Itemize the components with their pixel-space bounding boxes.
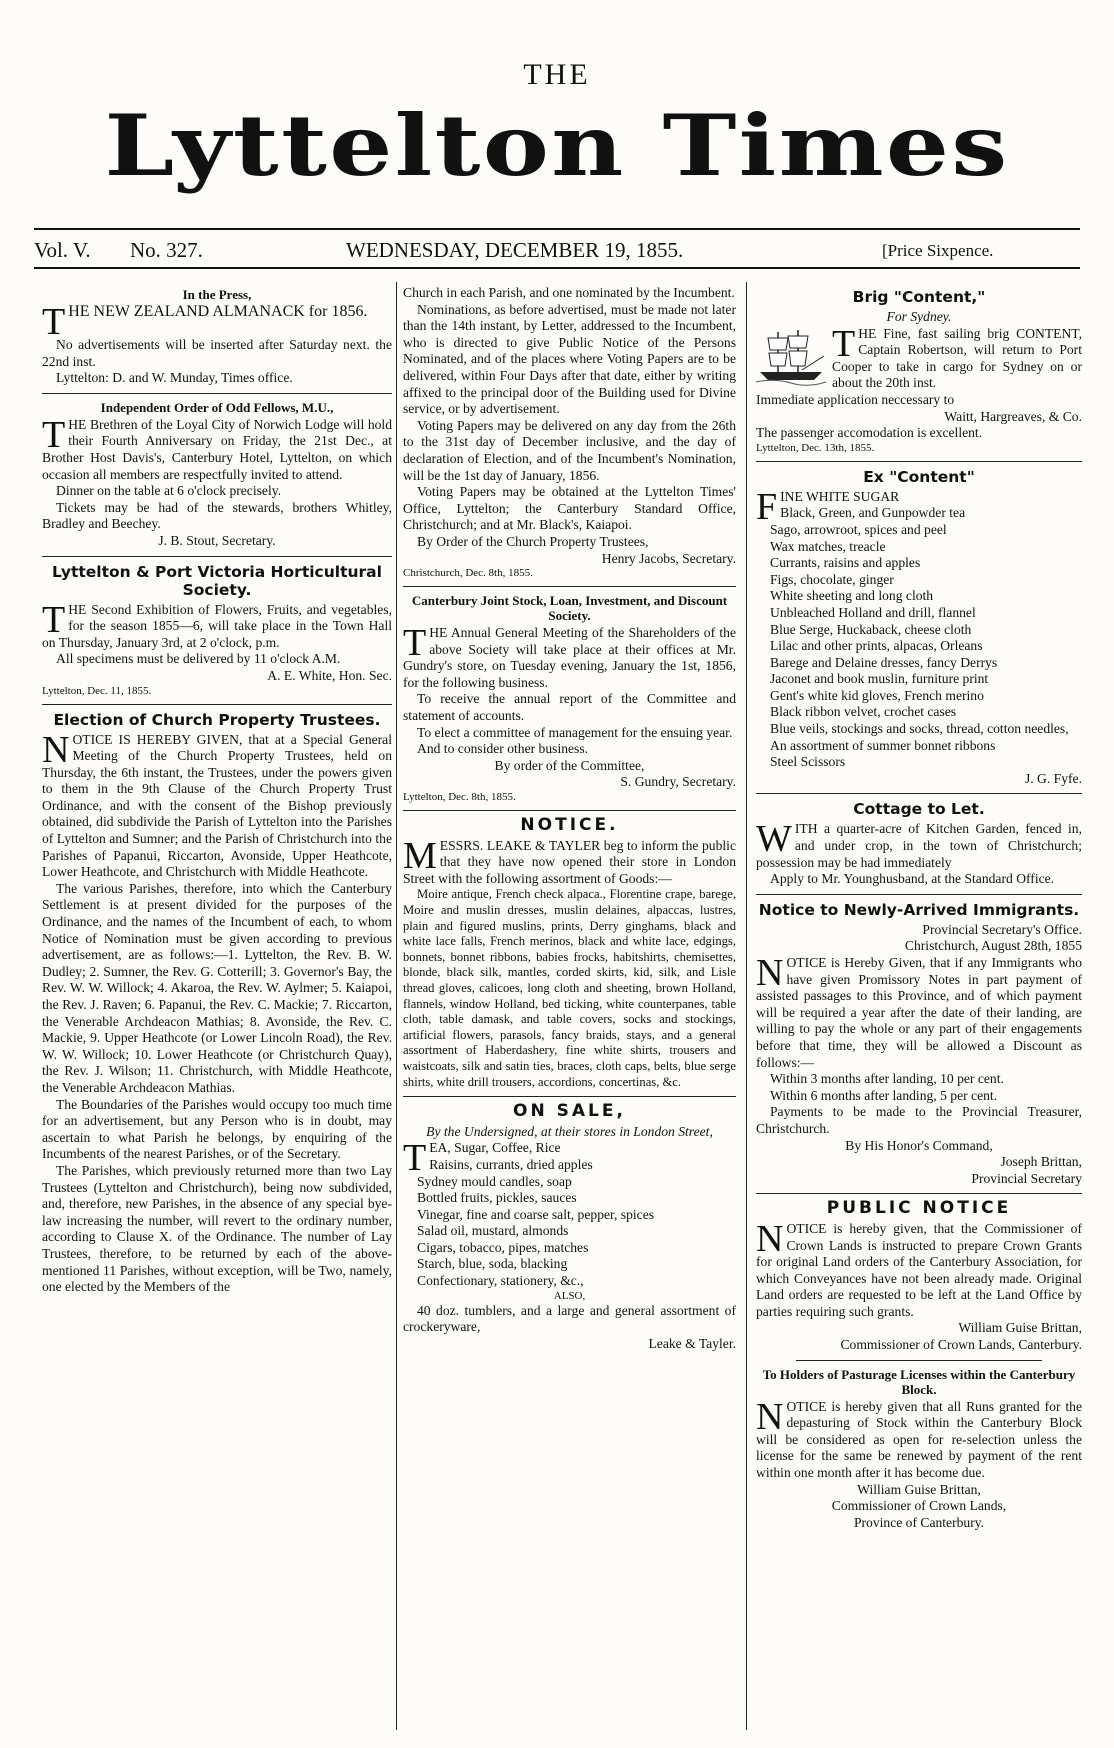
brig-subheading: For Sydney. [886, 309, 952, 324]
election-signature: Henry Jacobs, Secretary. [601, 550, 736, 566]
onsale-ad [403, 1103, 736, 1352]
election-cont-para-1: Church in each Parish, and one nominated by the Incumbent. [403, 285, 735, 300]
immigrants-order: By His Honor's Command, [845, 1137, 993, 1153]
pasturage-heading: To Holders of Pasturage Licenses within the Canterbury Block. [762, 1366, 1076, 1397]
oddfellows-heading: Independent Order of Odd Fellows, M.U., [100, 399, 334, 415]
onsale-items [403, 1157, 736, 1290]
jointstock-item-3: And to consider other business. [417, 741, 589, 757]
ship-illustration [756, 326, 826, 386]
brig-dateline: Lyttelton, Dec. 13th, 1855. [756, 441, 875, 454]
list-item: Raisins, currants, dried apples [429, 1156, 593, 1172]
drop-cap: M [403, 834, 437, 877]
issue-date: WEDNESDAY, DECEMBER 19, 1855. [346, 238, 684, 262]
list-item: Sago, arrowroot, spices and peel [770, 521, 947, 537]
onsale-heading: ON SALE, [513, 1101, 626, 1122]
election-continued [403, 285, 736, 580]
horticultural-ad [42, 563, 392, 698]
separator [756, 1193, 1082, 1194]
brig-content-ad [756, 288, 1082, 455]
election-cont-para-4: Voting Papers may be obtained at the Lyttelton Times' Office, Lyttelton; the Canterbury Standard Office, Christchurch; and at Mr. Black's, Kaiapoi. [403, 484, 736, 533]
almanack-title: HE NEW ZEALAND ALMANACK for 1856. [68, 303, 368, 320]
onsale-signature: Leake & Tayler. [648, 1335, 736, 1351]
separator [42, 393, 392, 394]
drop-cap: W [756, 818, 792, 861]
drop-cap: T [832, 322, 856, 365]
jointstock-ad [403, 593, 736, 804]
immigrants-body: OTICE is Hereby Given, that if any Immigrants who have given Promissory Notes in part payment of assisted passages to this Province, and of which payment will be required a year after the date of their landing, are willing to pay the whole or any part of their engagements before that time, they will be allowed a Discount as follows:— [756, 955, 1082, 1070]
leake-tayler-notice [403, 817, 736, 1090]
list-item: An assortment of summer bonnet ribbons [770, 737, 996, 753]
notice-heading: NOTICE. [520, 815, 619, 836]
onsale-tail: 40 doz. tumblers, and a large and general assortment of crockeryware, [403, 1302, 736, 1335]
horticultural-dateline: Lyttelton, Dec. 11, 1855. [42, 684, 152, 697]
jointstock-dateline: Lyttelton, Dec. 8th, 1855. [403, 791, 516, 804]
horticultural-signature: A. E. White, Hon. Sec. [267, 667, 392, 683]
separator [403, 1096, 736, 1097]
public-notice-heading: PUBLIC NOTICE [826, 1198, 1012, 1219]
oddfellows-body: HE Brethren of the Loyal City of Norwich Lodge will hold their Fourth Anniversary on Friday, the 21st Dec., at Brother Host Davis's, Canterbury Hotel, Lyttelton, on which occasion all members are respectfully invited to attend. [42, 416, 392, 482]
pasturage-signature-name: William Guise Brittan, [857, 1481, 981, 1497]
cottage-apply: Apply to Mr. Younghusband, at the Standard Office. [770, 871, 1055, 887]
jointstock-item-1: To receive the annual report of the Committee and statement of accounts. [403, 691, 736, 724]
newspaper-title: Lyttelton Times [104, 96, 1010, 195]
drop-cap: T [42, 598, 66, 641]
price: [Price Sixpence. [882, 241, 994, 260]
brig-body: HE Fine, fast sailing brig CONTENT, Captain Robertson, will return to Port Cooper to take in cargo for Sydney on or about the 20th inst. [832, 325, 1082, 391]
list-item: Bottled fruits, pickles, sauces [417, 1190, 577, 1206]
brig-apply: Immediate application neccessary to [756, 391, 955, 407]
brig-passenger: The passenger accomodation is excellent. [756, 425, 983, 441]
jointstock-signature: S. Gundry, Secretary. [620, 774, 736, 790]
masthead-rule-bottom [34, 267, 1080, 269]
election-cont-para-3: Voting Papers may be delivered on any day from the 26th to the 31st day of December inclusive, and the day of declaration of Election, and of the Incumbent's Nomination, will be the 1st day of January, 1856. [403, 417, 736, 483]
masthead-the: THE [523, 58, 591, 91]
list-item: Confectionary, stationery, &c., [417, 1273, 584, 1289]
onsale-also: ALSO, [553, 1289, 586, 1302]
public-notice-body: OTICE is hereby given, that the Commissioner of Crown Lands is instructed to prepare Crown Grants for original Land orders of the Canterbury Association, for which Conveyances have not been already made. Original Land orders are requested to be left at the Land Office by parties requiring such grants. [756, 1220, 1082, 1319]
list-item: Cigars, tobacco, pipes, matches [417, 1239, 589, 1255]
brig-heading: Brig "Content," [852, 288, 986, 306]
oddfellows-signature: J. B. Stout, Secretary. [158, 532, 276, 548]
list-item: Black ribbon velvet, crochet cases [770, 704, 957, 720]
separator [42, 704, 392, 705]
list-item: Steel Scissors [770, 754, 846, 770]
drop-cap: N [756, 1217, 784, 1260]
list-item: Wax matches, treacle [770, 538, 886, 554]
separator [403, 810, 736, 811]
almanack-body: No advertisements will be inserted after Saturday next. the 22nd inst. [42, 337, 392, 369]
drop-cap: N [756, 952, 784, 994]
drop-cap: T [403, 1137, 427, 1180]
separator [756, 461, 1082, 462]
immigrants-payments: Payments to be made to the Provincial Treasurer, Christchurch. [756, 1104, 1082, 1136]
list-item: Starch, blue, soda, blacking [417, 1256, 568, 1272]
ex-content-heading: Ex "Content" [863, 467, 975, 486]
dateline [34, 238, 1080, 264]
list-item: Jaconet and book muslin, furniture print [770, 671, 989, 687]
ex-content-items [756, 505, 1082, 771]
cottage-body: ITH a quarter-acre of Kitchen Garden, fenced in, and under crop, in the town of Christchurch; possession may be had immediately [756, 821, 1082, 870]
election-ad [42, 711, 392, 1296]
election-cont-para-5: By Order of the Church Property Trustees, [417, 533, 649, 549]
election-dateline: Christchurch, Dec. 8th, 1855. [403, 567, 533, 580]
separator [756, 793, 1082, 794]
jointstock-body: HE Annual General Meeting of the Shareholders of the above Society will take place at their offices at Mr. Gundry's store, on Tuesday evening, January the 1st, 1856, for the following business. [403, 625, 736, 690]
almanack-heading: In the Press, [182, 287, 252, 302]
column-2 [403, 285, 736, 1352]
ex-content-ad [756, 468, 1082, 788]
list-item: Blue veils, stockings and socks, thread, cotton needles, [770, 721, 1069, 737]
column-rule-2 [746, 282, 747, 1730]
onsale-subheading: By the Undersigned, at their stores in London Street, [426, 1123, 713, 1139]
drop-cap: T [42, 413, 66, 456]
notice-goods-list: Moire antique, French check alpaca., Florentine crape, barege, Moire and muslin dresses, muslin delaines, alpaccas, lustres, plain and figured muslins, prints, Derry ginghams, black and white lace falls, French merinos, black and white lace, edgings, bonnets, bonnet ribbons, babies frocks, habitshirts, chemisettes, blonde, black silk, mantles, corded skirts, kid, silk, and Lisle thread gloves, calicoes, long cloth and sheeting, brown Holland, flannels, window Holland, bed ticking, white counterpanes, table cloth, table damask, and table covers, socks and stockings, artificial flowers, parasols, fancy braids, stays, and a general assortment of Haberdashery, fine white shirts, trousers and waistcoats, silk and satin ties, braces, cloth caps, belts, blue serge shirts, white drill trousers, accordions, concertinas, &c. [403, 887, 736, 1089]
list-item: Figs, chocolate, ginger [770, 571, 894, 587]
horticultural-heading: Lyttelton & Port Victoria Horticultural Society. [52, 562, 382, 599]
public-notice-signature-name: William Guise Brittan, [958, 1320, 1082, 1336]
column-rule-1 [396, 282, 397, 1730]
drop-cap: T [42, 301, 66, 343]
masthead-rule-top [34, 228, 1080, 230]
election-para-2: The various Parishes, therefore, into which the Canterbury Settlement is at present divided for the purposes of the Ordinance, and the names of the Incumbent of each, to whom Notice of Nomination must be given according to previous advertisement, are as follows:—1. Lyttelton, the Rev. B. W. Dudley; 2. Sumner, the Rev. G. Cotterill; 3. Governor's Bay, the Rev. W. W. Willock; 4. Akaroa, the Rev. W. Aylmer; 5. Kaiapoi, the Rev. J. Raven; 6. Papanui, the Rev. C. Mackie; 7. Riccarton, the Venerable Archdeacon Mathias; 8. Avonside, the Rev. C. Mackie, 9. Upper Heathcote (or Lower Lincoln Road), the Rev. W. W. Willock; 10. Lower Heathcote (or Christchurch Quay), the Rev. J. Wilson; 11. Christchurch, with Middle Heathcote, the Venerable Archdeacon Mathias. [42, 880, 392, 1095]
oddfellows-dinner: Dinner on the table at 6 o'clock precisely. [56, 483, 282, 499]
ex-content-signature: J. G. Fyfe. [1024, 770, 1082, 786]
jointstock-order: By order of the Committee, [494, 757, 645, 773]
list-item: Unbleached Holland and drill, flannel [770, 604, 976, 620]
list-item: Black, Green, and Gunpowder tea [780, 505, 966, 521]
notice-para-1: ESSRS. LEAKE & TAYLER beg to inform the public that they have now opened their store in London Street with the following assortment of Goods:— [403, 837, 736, 886]
ex-content-first-line: INE WHITE SUGAR [780, 488, 900, 504]
column-3 [756, 285, 1082, 1531]
list-item: Gent's white kid gloves, French merino [770, 687, 984, 703]
jointstock-heading: Canterbury Joint Stock, Loan, Investment, and Discount Society. [411, 593, 728, 624]
drop-cap: F [756, 485, 778, 528]
drop-cap: N [756, 1395, 784, 1438]
list-item: Sydney mould candles, soap [417, 1173, 572, 1189]
immigrants-dateline: Christchurch, August 28th, 1855 [904, 938, 1082, 954]
horticultural-body: HE Second Exhibition of Flowers, Fruits, and vegetables, for the season 1855—6, will take place in the Town Hall on Thursday, January 3rd, at 2 o'clock, p.m. [42, 601, 392, 650]
list-item: Currants, raisins and apples [770, 555, 921, 571]
pasturage-signature-title: Commissioner of Crown Lands, [831, 1498, 1007, 1514]
column-1 [42, 285, 392, 1296]
separator [42, 556, 392, 557]
issue-number: No. 327. [130, 238, 203, 262]
list-item: Lilac and other prints, alpacas, Orleans [770, 638, 983, 654]
immigrants-discount-2: Within 6 months after landing, 5 per cent. [770, 1087, 998, 1103]
drop-cap: N [42, 728, 70, 771]
onsale-first-line: EA, Sugar, Coffee, Rice [429, 1140, 561, 1156]
list-item: Vinegar, fine and coarse salt, pepper, spices [417, 1206, 655, 1222]
masthead [0, 0, 1114, 262]
election-para-3: The Boundaries of the Parishes would occupy too much time for an advertisement, but any Person who is in doubt, may ascertain to what Parish he belongs, by enquiring of the Incumbents of the nearest Parishes, or of the Secretary. [42, 1096, 392, 1162]
drop-cap: T [403, 622, 427, 665]
list-item: Salad oil, mustard, almonds [417, 1223, 569, 1239]
immigrants-notice [756, 901, 1082, 1188]
almanack-ad [42, 287, 392, 387]
list-item: White sheeting and long cloth [770, 588, 934, 604]
list-item: Barege and Delaine dresses, fancy Derrys [770, 654, 998, 670]
separator [796, 1360, 1042, 1361]
jointstock-item-2: To elect a committee of management for the ensuing year. [417, 724, 733, 740]
pasturage-body: OTICE is hereby given that all Runs granted for the depasturing of Stock within the Canterbury Block will be considered as open for re-selection unless the license for the same be renewed by payment of the rent within one month after it has become due. [756, 1398, 1082, 1481]
separator [756, 894, 1082, 895]
immigrants-signature-title: Provincial Secretary [971, 1170, 1082, 1186]
election-cont-para-2: Nominations, as before advertised, must be made not later than the 14th instant, by Letter, addressed to the Incumbent, who is directed to give Public Notice of the Persons Nominated, and of the places where Voting Papers are to be delivered, within Four Days after that date, either by writing affixed to the principal door of the Building used for Divine service, or by advertisement. [403, 301, 736, 417]
public-notice-signature-title: Commissioner of Crown Lands, Canterbury. [840, 1337, 1082, 1353]
public-notice [756, 1200, 1082, 1353]
cottage-heading: Cottage to Let. [853, 800, 985, 819]
election-heading: Election of Church Property Trustees. [53, 710, 381, 729]
separator [403, 586, 736, 587]
immigrants-office: Provincial Secretary's Office. [922, 921, 1082, 937]
volume: Vol. V. [34, 238, 91, 262]
immigrants-discount-1: Within 3 months after landing, 10 per cent. [770, 1071, 1004, 1087]
almanack-signature: Lyttelton: D. and W. Munday, Times office. [56, 370, 293, 386]
brig-signature: Waitt, Hargreaves, & Co. [944, 408, 1082, 424]
oddfellows-tickets: Tickets may be had of the stewards, brothers Whitley, Bradley and Beechey. [42, 499, 392, 532]
election-para-4: The Parishes, which previously returned more than two Lay Trustees (Lyttelton and Christchurch), being now subdivided, and, therefore, new Parishes, in the absence of any special bye-law increasing the number, will revert to the ordinary number, according to Clause X. of the Ordinance. The number of Lay Trustees, therefore, to be returned by each of the above-mentioned 11 Parishes, without exception, will be Two, namely, one elected by the Members of the [42, 1162, 392, 1295]
election-para-1: OTICE IS HEREBY GIVEN, that at a Special General Meeting of the Church Property Trustees, held on Thursday, the 6th instant, the Trustees, under the powers given to them in the 9th Clause of the Church Property Trust Ordinance, and with the consent of the Bishop previously obtained, did subdivide the Parish of Lyttelton into the Parishes of Lyttelton and Sumner; and the Parish of Christchurch into the Parishes of Papanui, Riccarton, Avonside, Upper Heathcote, Lower Heathcote, and Christchurch with Middle Heathcote. [42, 731, 392, 880]
oddfellows-ad [42, 400, 392, 550]
pasturage-notice [756, 1367, 1082, 1532]
pasturage-signature-province: Province of Canterbury. [853, 1514, 985, 1530]
list-item: Blue Serge, Huckaback, cheese cloth [770, 621, 972, 637]
immigrants-heading: Notice to Newly-Arrived Immigrants. [758, 900, 1080, 919]
cottage-ad [756, 800, 1082, 887]
immigrants-signature-name: Joseph Brittan, [1000, 1154, 1082, 1170]
horticultural-specimens: All specimens must be delivered by 11 o'clock A.M. [56, 651, 341, 667]
